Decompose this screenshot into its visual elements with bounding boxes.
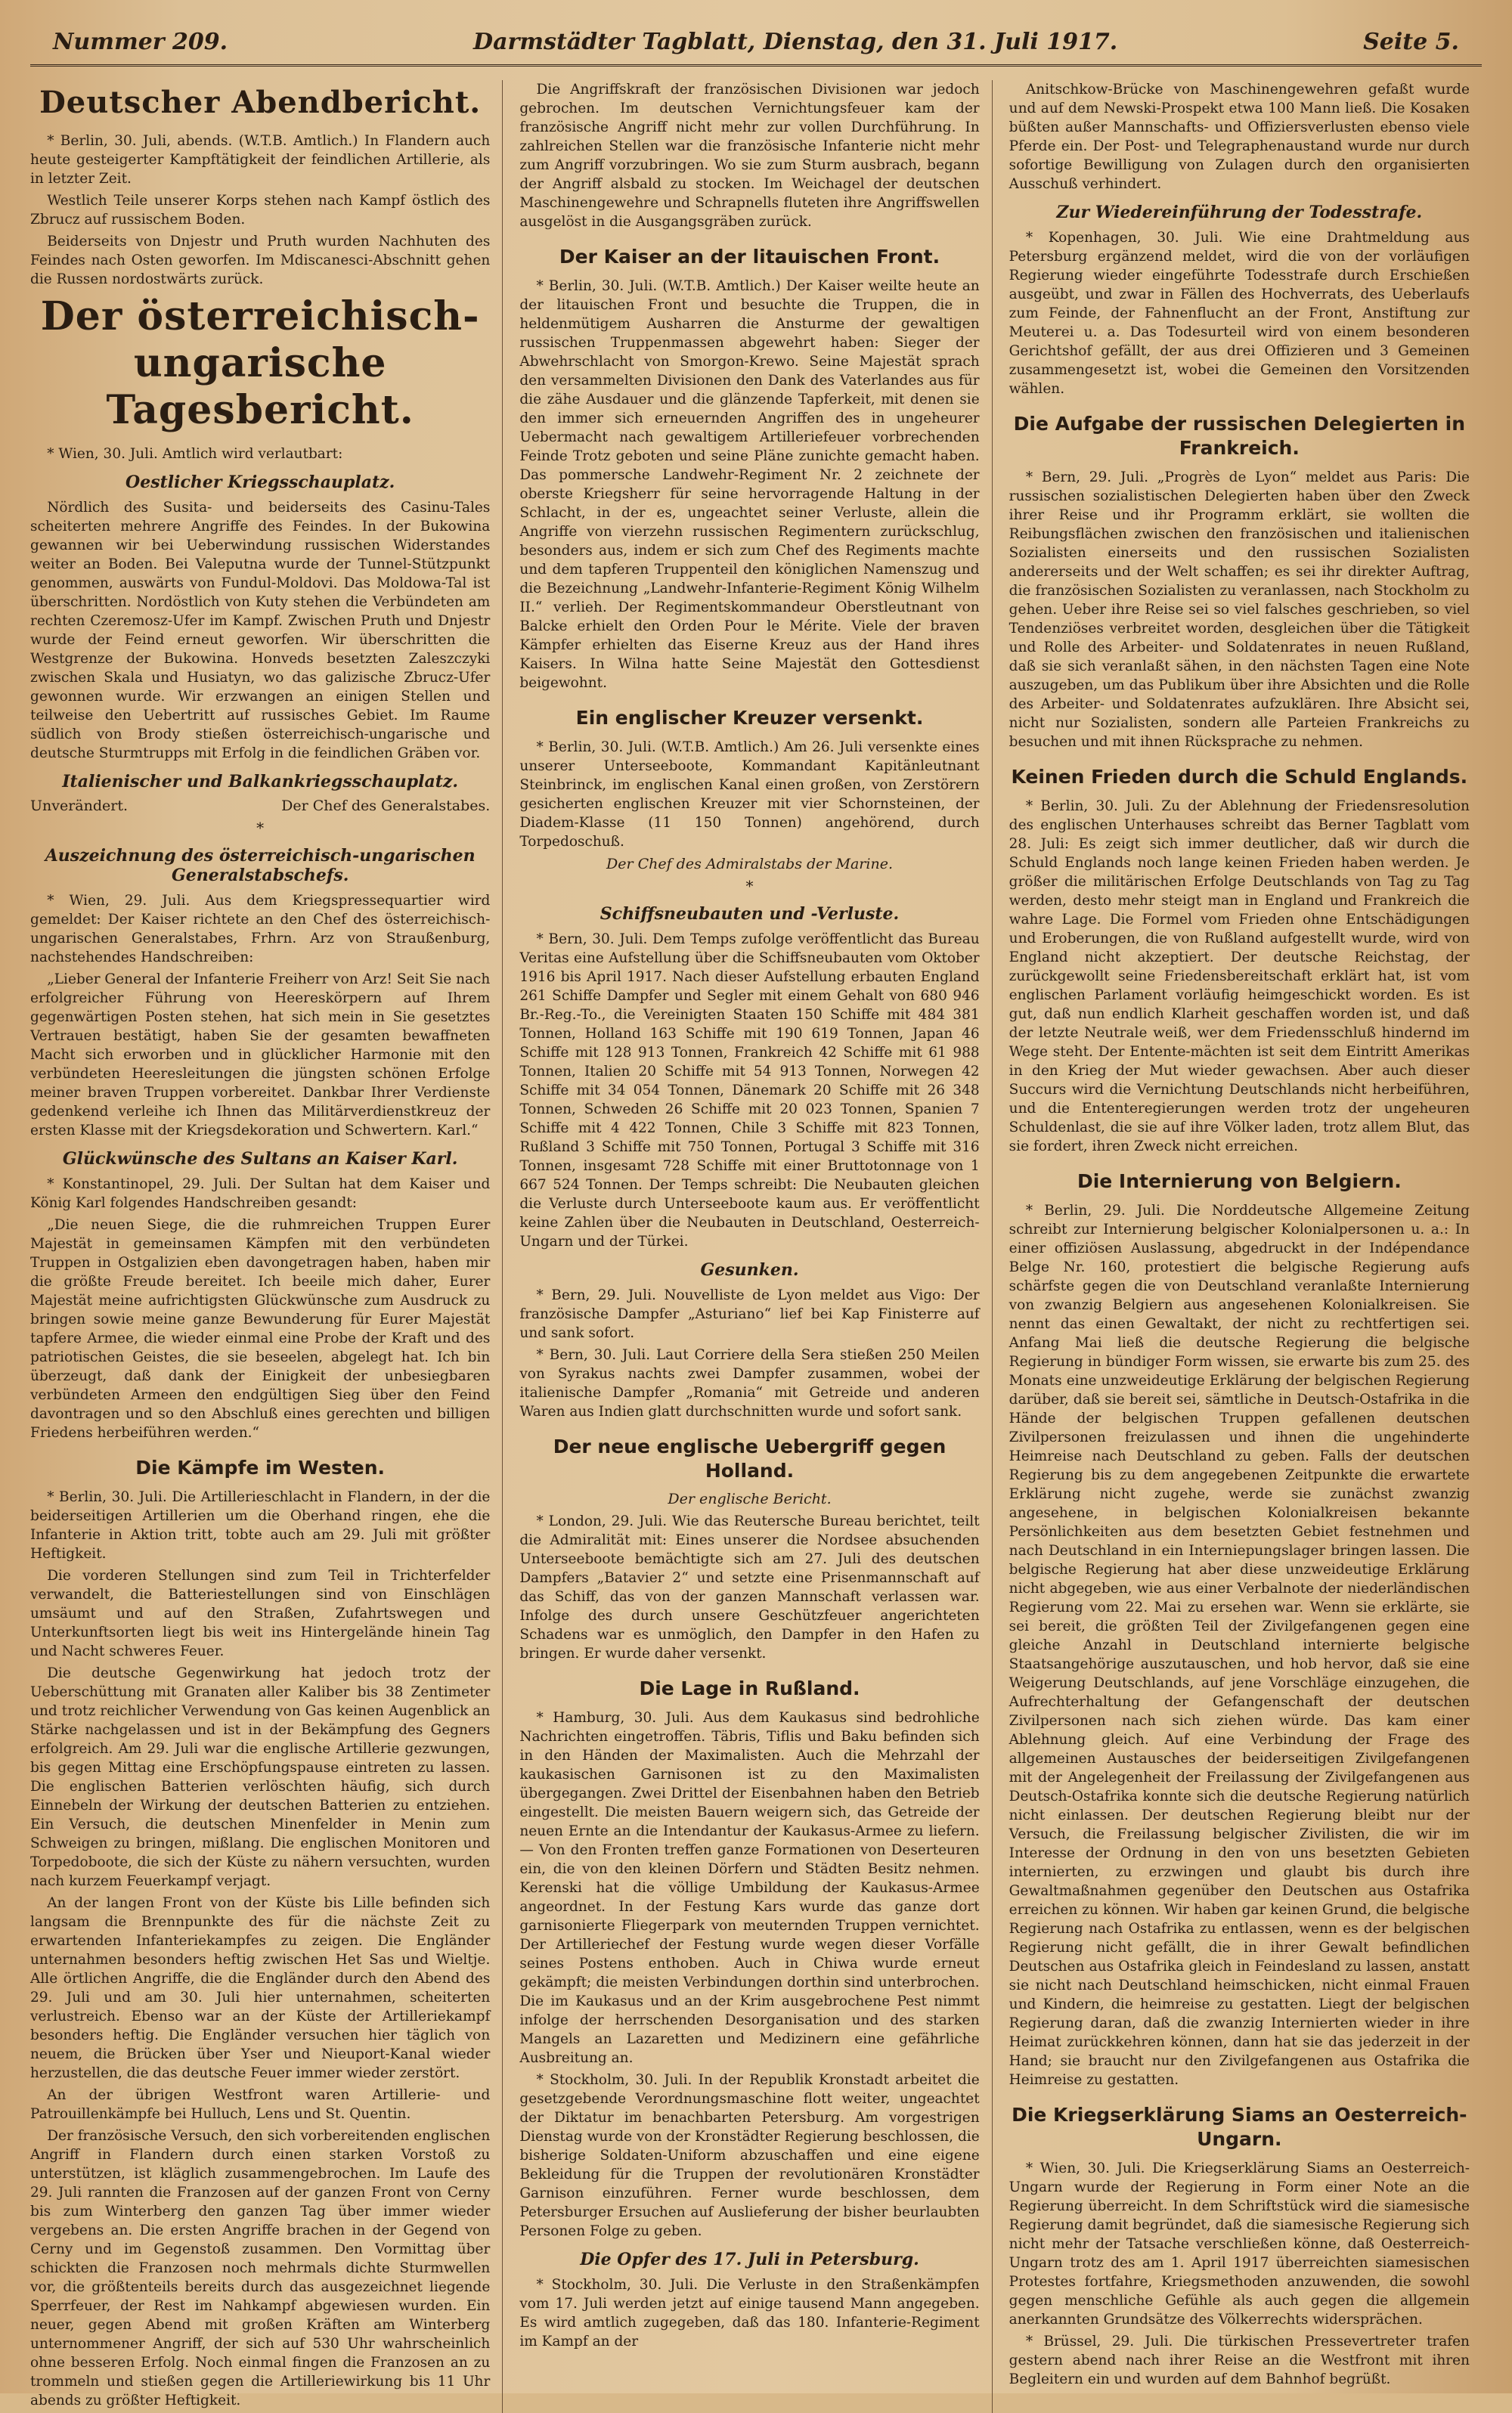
article-paragraph: * Wien, 29. Juli. Aus dem Kriegspressequartier wird gemeldet: Der Kaiser richtete an den Chef des österreichisch-ungarischen Generalstabes, Frhrn. Arz von Straußenburg, nachstehendes Handschreiben: [30,893,491,965]
signature-line [30,798,490,814]
page-number: Seite 5. [1363,29,1459,55]
article-paragraph: * Berlin, 30. Juli, abends. (W.T.B. Amtlich.) In Flandern auch heute gesteigerter Kampftätigkeit der feindlichen Artillerie, als in letzter Zeit. [30,133,491,187]
signature-text: Der Chef des Admiralstabs der Marine. [606,856,893,872]
article-paragraph: * London, 29. Juli. Wie das Reutersche Bureau berichtet, teilt die Admiralität mit: Eines unserer die Nordsee absuchenden Unterseeboote bemächtigte sich am 27. Juli des deutschen Dampfers „Batavier 2“ und setzte eine Prisenmannschaft auf das Schiff, das von der ganzen Mannschaft verlassen war. Infolge des durch unsere Geschützfeuer angerichteten Schadens war es unmöglich, den Dampfer in den Hafen zu bringen. Er wurde daher versenkt. [519,1513,980,1662]
article-paragraph: * Bern, 29. Juli. „Progrès de Lyon“ meldet aus Paris: Die russischen sozialistischen Delegierten haben über den Zweck ihrer Reise und ihr Programm erklärt, sie wollten die Reibungsflächen zwischen den französischen und italienischen Sozialisten einerseits und den russischen Sozialisten andererseits und der Welt schaffen; es sei ihr direkter Auftrag, die französischen Sozialisten zu veranlassen, nach Stockholm zu gehen. Ueber ihre Reise sei so viel falsches geschrieben, so viel Tendenziöses verbreitet worden, desgleichen über die Tätigkeit und Rolle des Arbeiter- und Soldatenrates in neuen Rußland, daß sie sich veranlaßt sähen, in den nächsten Tagen eine Note auszugeben, um das Publikum über ihre Absichten und die Rolle des Arbeiter- und Soldatenrates aufzuklären. Ihre Absicht sei, nicht nur Sozialisten, sondern alle Parteien Frankreichs zu besuchen und mit ihnen Rücksprache zu nehmen. [1009,469,1470,750]
article-paragraph: Nördlich des Susita- und beiderseits des Casinu-Tales scheiterten mehrere Angriffe des Feindes. In der Bukowina gewannen wir bei Ueberwindung russischen Widerstandes weiter an Boden. Bei Valeputna wurde der Tunnel-Stützpunkt genommen, auswärts von Fundul-Moldovi. Das Moldowa-Tal ist überschritten. Nordöstlich von Kuty stehen die Verbündeten am rechten Czeremosz-Ufer im Kampf. Zwischen Pruth und Dnjestr wurde der Feind erneut geworfen. Wir überschritten die Westgrenze der Bukowina. Honveds besetzten Zaleszczyki zwischen Skala und Husiatyn, wo das galizische Zbrucz-Ufer gewonnen wurde. Wir erzwangen an einigen Stellen und teilweise den Uebertritt auf russisches Gebiet. Im Raume südlich von Brody stießen österreichisch-ungarische und deutsche Sturmtrupps mit Erfolg in die feindlichen Gräben vor. [30,500,491,761]
article-paragraph: * Brüssel, 29. Juli. Die türkischen Pressevertreter trafen gestern abend nach ihrer Reise an die Westfront mit ihren Begleitern ein und wurden auf dem Bahnhof begrüßt. [1009,2334,1470,2387]
article-paragraph: * Bern, 30. Juli. Laut Corriere della Sera stießen 250 Meilen von Syrakus nachts zwei Dampfer zusammen, wobei der italienische Dampfer „Romania“ mit Getreide und anderen Waren aus Indien glatt durchschnitten wurde und sofort sank. [519,1347,980,1420]
article-paragraph: * Berlin, 29. Juli. Die Norddeutsche Allgemeine Zeitung schreibt zur Internierung belgischer Kolonialpersonen u. a.: In einer offiziösen Auslassung, abgedruckt in der Indépendance Belge Nr. 160, protestiert die belgische Regierung aufs schärfste gegen die von Deutschland veranlaßte Internierung von zwanzig Belgiern aus angesehenen Kolonialkreisen. Sie nennt das einen Gewaltakt, der nicht zu rechtfertigen sei. Anfang Mai ließ die deutsche Regierung die belgische Regierung in bündiger Form wissen, sie erwarte bis zum 25. des Monats eine unzweideutige Erklärung der belgischen Regierung darüber, daß sie bereit sei, sämtliche in Deutsch-Ostafrika in die Hände der belgischen Truppen gefallenen deutschen Zivilpersonen freizulassen und ihnen die ungehinderte Heimreise nach Deutschland zu geben. Falls der deutschen Regierung bis zu dem angegebenen Zeitpunkte die erwartete Erklärung nicht zugehe, werde sie zunächst zwanzig angesehene, in belgischen Kolonialkreisen bekannte Persönlichkeiten aus dem besetzten Gebiet festnehmen und nach Deutschland in ein Interniерungslager bringen lassen. Die belgische Regierung hat aber diese unzweideutige Erklärung nicht abgegeben, wie aus einer Verbalnote der niederländischen Regierung vom 22. Mai zu ersehen war. Wenn sie erklärte, sie sei bereit, die größten Teil der Zivilgefangenen gegen eine gleiche Anzahl in Deutschland internierte belgische Staatsangehörige auszutauschen, und hob hervor, daß sie eine Weigerung Deutschlands, auf jene Vorschläge einzugehen, die Aufrechterhaltung der Gefangenschaft der deutschen Zivilpersonen nach sich ziehen würde. Das kam einer Ablehnung gleich. Auf eine Verbindung der Frage des allgemeinen Austausches der beiderseitigen Zivilgefangenen mit der Angelegenheit der Freilassung der Zivilgefangenen aus Deutsch-Ostafrika konnte sich die deutsche Regierung natürlich nicht einlassen. Der deutschen Regierung bleibt nur der Versuch, die Freilassung belgischer Zivilisten, die wir im Interesse der Ordnung in den von uns besetzten Gebieten internierten, zu erzwingen und glaubt bis durch ihre Gewaltmaßnahmen gegenüber den Deutschen aus Ostafrika erreichen zu können. Wir haben gar keinen Grund, die belgische Regierung nach Ostafrika zu entlassen, wenn es der belgischen Regierung nicht gefällt, die in ihrer Gewalt befindlichen Deutschen aus Ostafrika gleich in Feindesland zu lassen, anstatt sie nicht nach Deutschland heimschicken, nicht einmal Frauen und Kindern, die heimreise zu gestatten. Liegt der belgischen Regierung daran, daß die zwanzig Internierten wieder in ihre Heimat zurückkehren können, dann hat sie das jederzeit in der Hand; sie braucht nur den Zivilgefangenen aus Ostafrika die Heimreise zu gestatten. [1009,1203,1470,2088]
article-paragraph: * Bern, 29. Juli. Nouvelliste de Lyon meldet aus Vigo: Der französische Dampfer „Asturiano“ lief bei Kap Finisterre auf und sank sofort. [519,1287,980,1341]
article-paragraph: Beiderseits von Dnjestr und Pruth wurden Nachhuten des Feindes nach Osten geworfen. Im Mdiscanesci-Abschnitt gehen die Russen nordostwärts zurück. [30,234,491,287]
article-paragraph: * Stockholm, 30. Juli. In der Republik Kronstadt arbeitet die gesetzgebende Verordnungsmaschine flott weiter, ungeachtet der Diktatur im benachbarten Petersburg. Am vorgestrigen Dienstag wurde von der Kronstädter Regierung beschlossen, die bisherige Soldaten-Uniform abzuschaffen und eine eigene Bekleidung für die Truppen der revolutionären Kronstädter Garnison einzuführen. Ferner wurde beschlossen, dem Petersburger Ersuchen auf Auslieferung der bisher beurlaubten Personen Folge zu geben. [519,2072,980,2239]
headline-siam: Die Kriegserklärung Siams an Oesterreich-Ungarn. [1012,2104,1467,2150]
article-paragraph: * Wien, 30. Juli. Die Kriegserklärung Siams an Oesterreich-Ungarn wurde der Regierung in Form einer Note an die Regierung überreicht. In dem Schriftstück wird die siamesische Regierung damit begründet, daß die siamesische Regierung sich nicht mehr der Tatsache verschließen könne, daß Oesterreich-Ungarn trotz des am 1. April 1917 überreichten siamesischen Protestes fortfahre, Kriegsmethoden anzuwenden, die sowohl gegen menschliche Gefühle als auch gegen die allgemein anerkannten Grundsätze des Völkerrechts widersprächen. [1009,2161,1470,2328]
article-paragraph: * Berlin, 30. Juli. Zu der Ablehnung der Friedensresolution des englischen Unterhauses schreibt das Berner Tagblatt vom 28. Juli: Es zeigt sich immer deutlicher, daß wir durch die Schuld Englands noch lange keinen Frieden haben werden. Je größer die militärischen Erfolge Deutschlands von Tag zu Tag werden, desto mehr steigt man in England und Frankreich die wahre Lage. Die Formel vom Frieden ohne Entschädigungen und Eroberungen, die von Rußland aufgestellt wurde, wird von England nicht akzeptiert. Der deutsche Reichstag, der zurückgewollt seine Friedensbereitschaft erklärt hat, ist vom englischen Parlament vorläufig heimgeschickt worden. Es ist gut, daß nun endlich Klarheit geschaffen worden ist, und daß der letzte Neutrale weiß, wer dem Friedensschluß hindernd im Wege steht. Der Entente-mächten ist seit dem Eintritt Amerikas in den Krieg der Mut wieder gewachsen. Aber auch dieser Succurs wird die Vernichtung Deutschlands nicht herbeiführen, und die Ententeregierungen werden trotz der ungeheuren Schuldenlast, die sie auf ihre Völker laden, trotz allem Blut, das sie fordert, ihren Zweck nicht erreichen. [1009,798,1470,1154]
headline-kaempfe: Die Kämpfe im Westen. [135,1457,386,1479]
subhead-opfer: Die Opfer des 17. Juli in Petersburg. [580,2250,919,2269]
article-paragraph: „Die neuen Siege, die die ruhmreichen Truppen Eurer Majestät in gemeinsamen Kämpfen mit den verbündeten Truppen in Ostgalizien eben davongetragen haben, haben mir die größte Freude bereitet. Ich beeile mich daher, Eurer Majestät meine aufrichtigsten Glückwünsche zum Ausdruck zu bringen sowie meine ganze Bewunderung für Eurer Majestät tapfere Armee, die wieder einmal eine Probe der Kraft und des patriotischen Geistes, die sie beseelen, abgelegt hat. Ich bin überzeugt, daß dank der Einigkeit der unbesiegbaren verbündeten Armeen den endgültigen Sieg über den Feind davontragen und so den Abschluß eines gerechten und billigen Friedens herbeiführen werden.“ [30,1217,491,1441]
subhead-schiffsneubauten: Schiffsneubauten und -Verluste. [600,904,900,924]
article-paragraph: * Konstantinopel, 29. Juli. Der Sultan hat dem Kaiser und König Karl folgendes Handschreiben gesandt: [30,1176,491,1211]
separator-star: * [256,819,265,837]
column-3 [1009,80,1482,2413]
article-paragraph: * Berlin, 30. Juli. (W.T.B. Amtlich.) Am 26. Juli versenkte eines unserer Unterseeboote, Kommandant Kapitänleutnant Steinbrinck, im englischen Kanal einen großen, von Zerstörern gesicherten englischen Kreuzer mit vier Schornsteinen, der Diadem-Klasse (11 150 Tonnen) angehörend, durch Torpedoschuß. [519,739,980,850]
signature-text: Der Chef des Generalstabes. [281,798,491,814]
headline-oesterreich: Der österreichisch-ungarische Tagesbericht. [40,293,480,433]
issue-number: Nummer 209. [53,29,228,55]
subhead-glueckwuensche: Glückwünsche des Sultans an Kaiser Karl. [62,1149,458,1169]
article-paragraph: Der französische Versuch, den sich vorbereitenden englischen Angriff in Flandern durch einen starken Vorstoß zu unterstützen, ist kläglich zusammengebrochen. Im Laufe des 29. Juli rannten die Franzosen auf der ganzen Front von Cerny bis zum Winterberg den ganzen Tag über immer wieder vergebens an. Die ersten Angriffe brachen in der Gegend von Cerny und im Gegenstoß zusammen. Den Vormittag über schickten die Franzosen noch mehrmals dichte Sturmwellen vor, die größtenteils bereits durch das ausgezeichnet liegende Sperrfeuer, der Rest im Nahkampf abgewiesen wurden. Ein neuer, gegen Abend mit großen Kräften am Winterberg unternommener Angriff, der sich auf 530 Uhr wahrscheinlich ohne besseren Erfolg. Noch einmal fingen die Franzosen an zu trommeln und stießen gegen die Artilleriewirkung bis 11 Uhr abends zu größter Heftigkeit. [30,2128,491,2408]
article-paragraph: „Lieber General der Infanterie Freiherr von Arz! Seit Sie nach erfolgreicher Führung von Heereskörpern auf Ihrem gegenwärtigen Posten stehen, hat sich mein in Sie gesetztes Vertrauen bestätigt, haben Sie der gesamten bewaffneten Macht sich erworben und in glücklicher Harmonie mit den verbündeten Heeresleitungen die jüngsten schönen Erfolge meiner braven Truppen vorbereitet. Dankbar Ihrer Verdienste gedenkend verleihe ich Ihnen das Militärverdienstkreuz der ersten Klasse mit der Kriegsdekoration und Schwertern. Karl.“ [30,971,491,1138]
subhead-gesunken: Gesunken. [700,1260,799,1280]
subhead-italy: Italienischer und Balkankriegsschauplatz. [62,772,459,791]
article-paragraph: * Berlin, 30. Juli. Die Artillerieschlacht in Flandern, in der die beiderseitigen Artillerien um die Oberhand ringen, ehe die Infanterie in Aktion tritt, tobte auch am 29. Juli mit größter Heftigkeit. [30,1489,491,1562]
headline-kaiser: Der Kaiser an der litauischen Front. [559,246,940,268]
article-paragraph: An der langen Front von der Küste bis Lille befinden sich langsam die Brennpunkte des für die nächste Zeit zu erwartenden Infanteriekampfes zu zeigen. Die Engländer unternahmen besonders heftig zwischen Het Sas und Wieltje. Alle örtlichen Angriffe, die die Engländer durch den Abend des 29. Juli und am 30. Juli hier unternahmen, scheiterten verlustreich. Ebenso war an der Küste der Artilleriekampf besonders heftig. Die Engländer versuchen hier täglich von neuem, die Brücken über Yser und Nieuport-Kanal wieder herzustellen, die das deutsche Feuer immer wieder zerstört. [30,1895,491,2081]
headline-russland: Die Lage in Rußland. [639,1677,860,1699]
headline-delegierte: Die Aufgabe der russischen Delegierten in Frankreich. [1013,413,1466,459]
columns [30,67,1482,2408]
article-paragraph: * Hamburg, 30. Juli. Aus dem Kaukasus sind bedrohliche Nachrichten eingetroffen. Täbris, Tiflis und Baku befinden sich in den Händen der Maximalisten. Auch die Mehrzahl der kaukasischen Garnisonen ist zu den Maximalisten übergegangen. Zwei Drittel der Eisenbahnen haben den Betrieb eingestellt. Die meisten Bauern weigern sich, das Getreide der neuen Ernte an die Intendantur der Kaukasus-Armee zu liefern. — Von den Fronten treffen ganze Formationen von Deserteuren ein, die von den kleinen Dörfern und Städten Besitz nehmen. Kerenski hat die völlige Umbildung der Kaukasus-Armee angeordnet. In der Festung Kars wurde das ganze dort garnisonierte Fliegerpark von meuternden Truppen vernichtet. Der Artilleriechef der Festung wurde wegen dieser Vorfälle seines Postens enthoben. Auch in Chiwa wurde erneut gekämpft; die meisten Verbindungen dorthin sind unterbrochen. Die im Kaukasus und an der Krim ausgebrochene Pest nimmt infolge der herrschenden Desorganisation und des starken Mangels an Lazaretten und Medizinern eine gefährliche Ausbreitung an. [519,1710,980,2066]
article-paragraph: Die vorderen Stellungen sind zum Teil in Trichterfelder verwandelt, die Batteriestellungen sind von Einschlägen umsäumt und auf den Straßen, Zufahrtswegen und Unterkunftsorten liegt bis weit ins Hintergelände hinein Tag und Nacht schweres Feuer. [30,1568,491,1659]
headline-holland: Der neue englische Uebergriff gegen Holland. [553,1436,947,1482]
headline-belgier: Die Internierung von Belgiern. [1077,1170,1402,1192]
separator-star: * [745,877,754,895]
article-paragraph: Die Angriffskraft der französischen Divisionen war jedoch gebrochen. Im deutschen Vernichtungsfeuer kam der französische Angriff nicht mehr zur vollen Durchführung. In zahlreichen Stellen war die französische Infanterie nicht mehr zum Angriff vorzubringen. Wo sie zum Sturm ausbrach, begann der Angriff alsbald zu stocken. Im Weichagel der deutschen Maschinengewehre und Schrapnells fluteten ihre Angriffswellen ausgelöst in die Ausgangsgräben zurück. [519,82,980,230]
article-paragraph: Anitschkow-Brücke von Maschinengewehren gefaßt wurde und auf dem Newski-Prospekt etwa 100 Mann ließ. Die Kosaken büßten außer Mannschafts- und Offiziersverlusten ebenso viele Pferde ein. Der Post- und Telegraphenaustand wurde nur durch sofortige Bewilligung von Zulagen durch den organisierten Ausschuß verhindert. [1009,82,1470,192]
headline-abendbericht: Deutscher Abendbericht. [39,85,482,120]
article-paragraph: * Stockholm, 30. Juli. Die Verluste in den Straßenkämpfen vom 17. Juli werden jetzt auf einige tausend Mann angegeben. Es wird amtlich zugegeben, daß das 180. Infanterie-Regiment im Kampf an der [519,2277,980,2350]
article-paragraph: Die deutsche Gegenwirkung hat jedoch trotz der Ueberschüttung mit Granaten aller Kaliber bis 38 Zentimeter und trotz reichlicher Verwendung von Gas keinen Augenblick an Stärke nachgelassen und ist in der Bekämpfung des Gegners erfolgreich. Am 29. Juli war die englische Artillerie gezwungen, bis gegen Mittag eine Erschöpfungspause eintreten zu lassen. Die englischen Batterien verlöschten häufig, sich durch Einnebeln der Wirkung der deutschen Batterien zu entziehen. Ein Versuch, die deutschen Minenfelder in Menin zum Schweigen zu bringen, mißlang. Die englischen Monitoren und Torpedoboote, die sich der Küste zu nähern versuchten, wurden nach kurzem Feuerkampf verjagt. [30,1665,491,1889]
page-header [30,29,1482,67]
column-2 [519,80,992,2413]
article-paragraph: Westlich Teile unserer Korps stehen nach Kampf östlich des Zbrucz auf russischem Boden. [30,193,491,228]
subhead-east: Oestlicher Kriegsschauplatz. [125,472,395,492]
subhead-todesstrafe: Zur Wiedereinführung der Todesstrafe. [1056,203,1423,222]
article-paragraph: * Bern, 30. Juli. Dem Temps zufolge veröffentlicht das Bureau Veritas eine Aufstellung über die Schiffsneubauten vom Oktober 1916 bis April 1917. Nach dieser Aufstellung erbauten England 261 Schiffe Dampfer und Segler mit einem Gehalt von 680 946 Br.-Reg.-To., die Vereinigten Staaten 150 Schiffe mit 484 381 Tonnen, Holland 163 Schiffe mit 190 619 Tonnen, Japan 46 Schiffe mit 128 913 Tonnen, Frankreich 42 Schiffe mit 61 988 Tonnen, Italien 20 Schiffe mit 54 913 Tonnen, Norwegen 42 Schiffe mit 34 054 Tonnen, Dänemark 20 Schiffe mit 26 348 Tonnen, Schweden 26 Schiffe mit 20 023 Tonnen, Spanien 7 Schiffe mit 4 422 Tonnen, Chile 3 Schiffe mit 823 Tonnen, Rußland 3 Schiffe mit 750 Tonnen, Portugal 3 Schiffe mit 316 Tonnen, insgesamt 728 Schiffe mit einer Bruttotonnage von 1 667 524 Tonnen. Der Temps schreibt: Die Neubauten gleichen die Verluste durch Unterseeboote kaum aus. Er veröffentlicht keine Zahlen über die Neubauten in Deutschland, Oesterreich-Ungarn und der Türkei. [519,931,980,1250]
masthead-title: Darmstädter Tagblatt, Dienstag, den 31. Juli 1917. [473,29,1118,55]
subhead-bericht: Der englische Bericht. [668,1491,832,1507]
article-paragraph: * Wien, 30. Juli. Amtlich wird verlautbart: [47,446,343,462]
column-1 [30,80,503,2413]
headline-kreuzer: Ein englischer Kreuzer versenkt. [575,707,924,729]
article-paragraph: * Berlin, 30. Juli. (W.T.B. Amtlich.) Der Kaiser weilte heute an der litauischen Front und besuchte die Truppen, die in heldenmütigem Ausharren die Ansturme der gewaltigen russischen Truppenmassen abgewehrt haben: Sieger der Abwehrschlacht von Smorgon-Krewo. Seine Majestät sprach den versammelten Divisionen den Dank des Vaterlandes aus für die zähe Ausdauer und die glänzende Tapferkeit, mit denen sie den immer sich erneuernden Angriffen des in ungeheurer Uebermacht nach gewaltigem Artilleriefeuer vorbrechenden Feinde Trotz geboten und seine Pläne zunichte gemacht haben. Das pommersche Landwehr-Regiment Nr. 2 zeichnete der oberste Kriegsherr für seine hervorragende Haltung in der Schlacht, in der es, ungeachtet seiner Verluste, allein die Angriffe von vierzehn russischen Regimentern zurückschlug, besonders aus, indem er sich zum Chef des Regiments machte und dem tapferen Truppenteil den königlichen Namenszug und die Bezeichnung „Landwehr-Infanterie-Regiment König Wilhelm II.“ verlieh. Der Regimentskommandeur Oberstleutnant von Balcke erhielt den Orden Pour le Mérite. Viele der braven Kämpfer erhielten das Eiserne Kreuz aus der Hand ihres Kaisers. In Wilna hatte Seine Majestät den Gottesdienst beigewohnt. [519,278,980,691]
unchanged-text: Unverändert. [30,798,129,814]
subhead-auszeichnung: Auszeichnung des österreichisch-ungarischen Generalstabschefs. [45,846,476,885]
article-paragraph: * Kopenhagen, 30. Juli. Wie eine Drahtmeldung aus Petersburg ergänzend meldet, wird die von der vorläufigen Regierung wieder eingeführte Todesstrafe durch Erschießen ausgeübt, und zwar in Fällen des Hochverrats, des Ueberlaufs zum Feinde, der Fahnenflucht an der Front, Anstiftung zur Meuterei u. a. Das Todesurteil wird von einem besonderen Gerichtshof gefällt, der aus drei Offizieren und 3 Gemeinen zusammengesetzt ist, wobei die Gemeinen den Vorsitzenden wählen. [1009,230,1470,397]
headline-frieden: Keinen Frieden durch die Schuld Englands. [1011,766,1468,788]
article-paragraph: An der übrigen Westfront waren Artillerie- und Patrouillenkämpfe bei Hulluch, Lens und St. Quentin. [30,2087,491,2122]
